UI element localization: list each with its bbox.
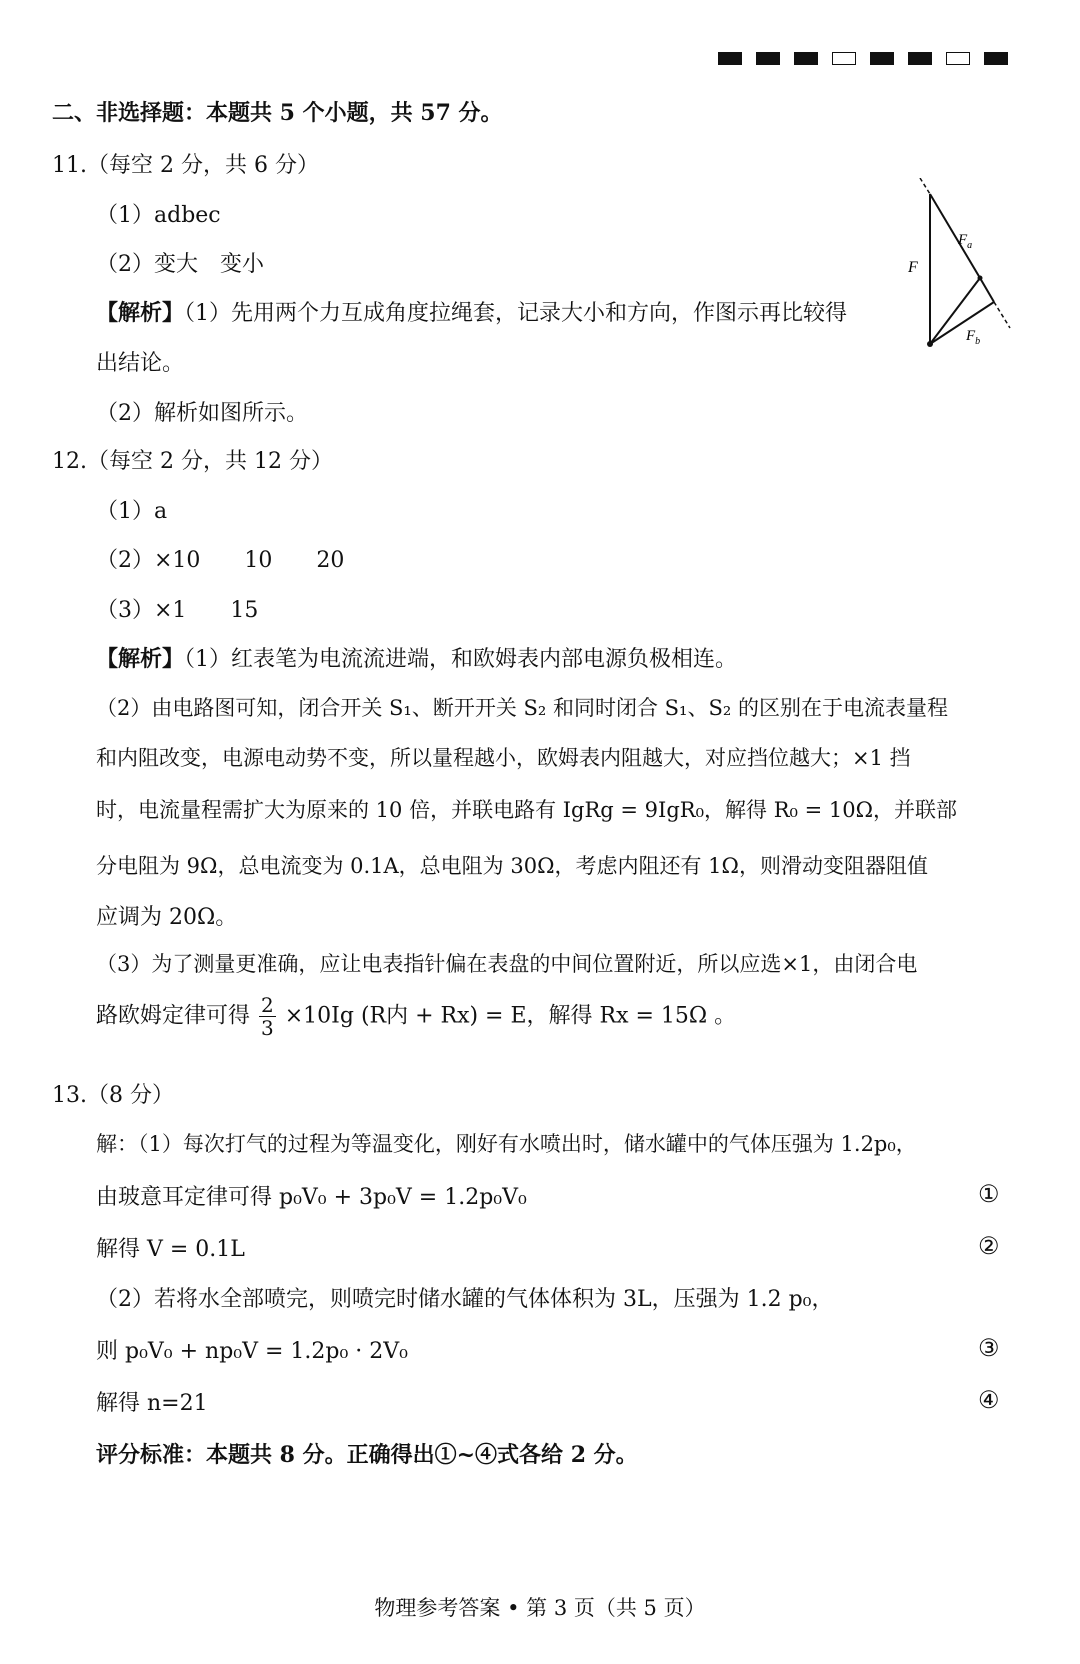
q12-answer-1: （1）a	[96, 499, 168, 524]
node-point	[978, 276, 983, 281]
q12-analysis-line6: 应调为 20Ω。	[96, 905, 238, 930]
header-mark	[756, 52, 780, 65]
q12-analysis-line8	[96, 994, 736, 1039]
q11-answer-2: （2）变大 变小	[96, 252, 264, 277]
header-mark	[908, 52, 932, 65]
q13-line3: 解得 V = 0.1L	[96, 1237, 245, 1262]
header-mark	[832, 52, 856, 65]
q12-answer-2: （2）×10 10 20	[96, 548, 345, 573]
q12-title: 12.（每空 2 分，共 12 分）	[52, 449, 333, 474]
fraction-numerator: 2	[261, 993, 274, 1017]
q11-title: 11.（每空 2 分，共 6 分）	[52, 153, 319, 178]
analysis-text: （1）先用两个力互成角度拉绳套，记录大小和方向，作图示再比较得	[184, 301, 848, 326]
header-mark	[870, 52, 894, 65]
origin-point	[927, 341, 933, 347]
q12-analysis-line4: 时，电流量程需扩大为原来的 10 倍，并联电路有 IgRg = 9IgR₀，解得 R₀ = 10Ω，并联部	[96, 798, 957, 822]
page-footer: 物理参考答案 • 第 3 页（共 5 页）	[374, 1596, 706, 1620]
formula-rest: ×10Ig (R内 + Rx) = E，解得 Rx = 15Ω 。	[284, 1003, 737, 1029]
q12-analysis-line3: 和内阻改变，电源电动势不变，所以量程越小，欧姆表内阻越大，对应挡位越大；×1 挡	[96, 746, 911, 770]
equation-number-3: ③	[978, 1334, 1000, 1362]
q11-answer-1: （1）adbec	[96, 203, 221, 228]
analysis-text: （1）红表笔为电流流进端，和欧姆表内部电源负极相连。	[184, 647, 738, 672]
q13-title: 13.（8 分）	[52, 1083, 174, 1108]
q11-analysis-line2: 出结论。	[96, 351, 185, 376]
fraction-denominator: 3	[261, 1016, 274, 1040]
force-diagram	[900, 178, 1020, 378]
header-mark	[794, 52, 818, 65]
q12-analysis-line2: （2）由电路图可知，闭合开关 S₁、断开开关 S₂ 和同时闭合 S₁、S₂ 的区别在于电流表量程	[96, 696, 948, 720]
section-title: 二、非选择题：本题共 5 个小题，共 57 分。	[52, 100, 503, 126]
q13-line6: 解得 n=21	[96, 1391, 208, 1416]
q12-analysis-line1	[96, 642, 737, 673]
q13-line2: 由玻意耳定律可得 p₀V₀ + 3p₀V = 1.2p₀V₀	[96, 1185, 527, 1210]
dashed-extension-bottom	[994, 302, 1010, 328]
header-marks	[718, 52, 1022, 66]
label-fb: $F_b$	[966, 328, 981, 347]
q11-analysis-line3: （2）解析如图所示。	[96, 401, 308, 426]
q13-line1: 解：（1）每次打气的过程为等温变化，刚好有水喷出时，储水罐中的气体压强为 1.2p₀，	[96, 1132, 917, 1156]
q12-answer-3: （3）×1 15	[96, 598, 259, 623]
line-fa	[930, 194, 980, 278]
dashed-extension-top	[920, 178, 930, 194]
analysis-tag: 【解析】	[96, 300, 185, 326]
equation-number-4: ④	[978, 1386, 1000, 1414]
q12-analysis-line5: 分电阻为 9Ω，总电流变为 0.1A，总电阻为 30Ω，考虑内阻还有 1Ω，则滑动变阻器阻值	[96, 854, 928, 878]
fraction	[259, 994, 276, 1039]
q11-analysis-line1	[96, 296, 847, 327]
q12-analysis-line7: （3）为了测量更准确，应让电表指针偏在表盘的中间位置附近，所以应选×1，由闭合电	[96, 952, 918, 976]
q13-line5: 则 p₀V₀ + np₀V = 1.2p₀ · 2V₀	[96, 1339, 408, 1364]
formula-intro: 路欧姆定律可得	[96, 1003, 251, 1029]
header-mark	[984, 52, 1008, 65]
label-fa: $F_a$	[958, 232, 973, 251]
equation-number-2: ②	[978, 1232, 1000, 1260]
line-fb	[930, 302, 994, 344]
header-mark	[718, 52, 742, 65]
scoring-standard: 评分标准：本题共 8 分。正确得出①~④式各给 2 分。	[96, 1442, 638, 1468]
label-f: F	[908, 259, 918, 276]
header-mark	[946, 52, 970, 65]
q13-line4: （2）若将水全部喷完，则喷完时储水罐的气体体积为 3L，压强为 1.2 p₀，	[96, 1287, 834, 1312]
equation-number-1: ①	[978, 1180, 1000, 1208]
line-upper-right	[980, 278, 994, 302]
analysis-tag: 【解析】	[96, 646, 185, 672]
